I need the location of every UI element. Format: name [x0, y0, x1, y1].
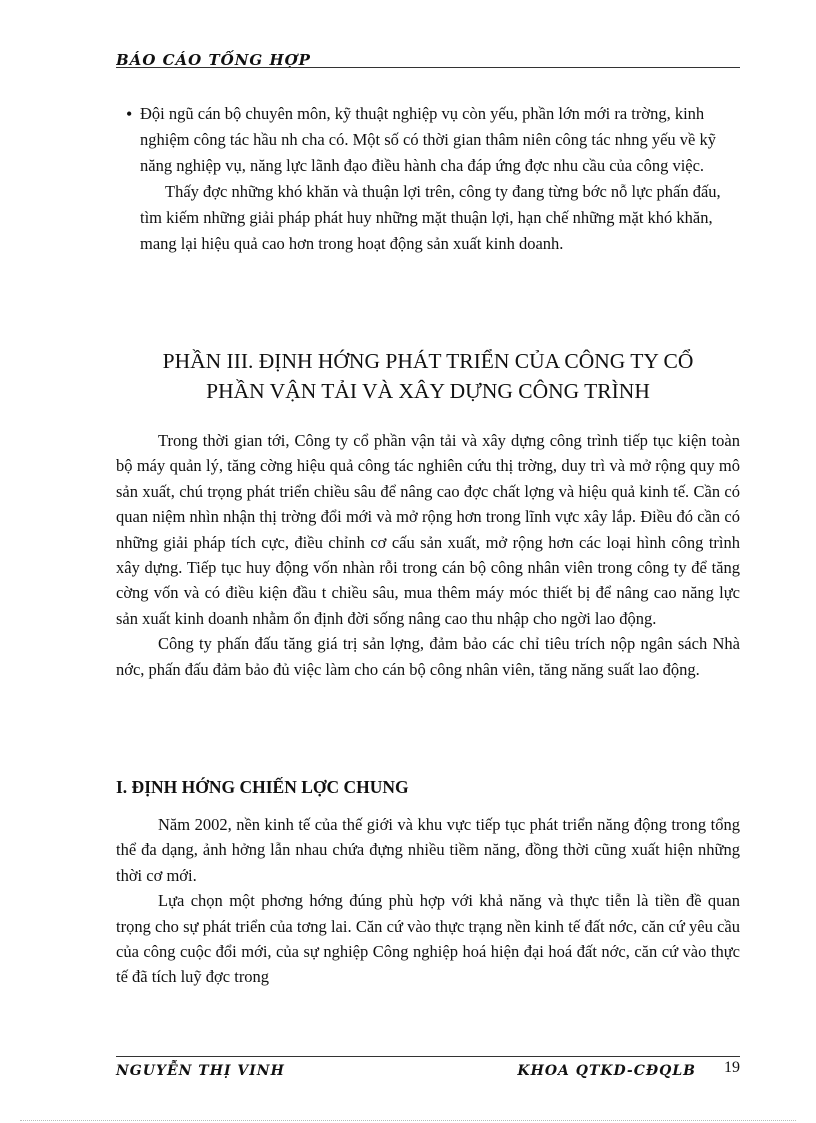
bullet-follow-paragraph: Thấy đợc những khó khăn và thuận lợi trên, công ty đang từng bớc nỗ lực phấn đấu, tìm kiếm những giải pháp phát huy những mặt thuận lợi, hạn chế những mặt khó khăn, mang lại hiệu quả cao hơn trong hoạt động sản xuất kinh doanh. [140, 182, 721, 253]
footer-author: NGUYỄN THỊ VINH [116, 1063, 285, 1079]
running-footer [116, 1056, 740, 1083]
section-paragraph-2: Công ty phấn đấu tăng giá trị sản lợng, đảm bảo các chỉ tiêu trích nộp ngân sách Nhà nớc, phấn đấu đảm bảo đủ việc làm cho cán bộ công nhân viên, tăng năng suất lao động. [116, 634, 740, 679]
bullet-item-text: Đội ngũ cán bộ chuyên môn, kỹ thuật nghiệp vụ còn yếu, phần lớn mới ra trờng, kinh nghiệm công tác hầu nh cha có. Một số có thời gian thâm niên công tác nhng yếu về kỹ năng nghiệp vụ, năng lực lãnh đạo điều hành cha đáp ứng đợc nhu cầu của công việc. [140, 104, 716, 175]
section-body [116, 428, 740, 682]
subsection-paragraph-1: Năm 2002, nền kinh tế của thế giới và khu vực tiếp tục phát triển năng động trong tổng thể đa dạng, ảnh hởng lẫn nhau chứa đựng nhiều tiềm năng, đồng thời cũng xuất hiện những thời cơ mới. [116, 815, 740, 885]
section-title [116, 346, 740, 406]
subsection-body [116, 812, 740, 990]
section-title-line2: PHẦN VẬN TẢI VÀ XÂY DỰNG CÔNG TRÌNH [206, 379, 650, 403]
page-number: 19 [724, 1059, 740, 1076]
subsection-heading: I. ĐỊNH HỚNG CHIẾN LỢC CHUNG [116, 777, 409, 797]
section-paragraph-1: Trong thời gian tới, Công ty cổ phần vận tải và xây dựng công trình tiếp tục kiện toàn bộ máy quản lý, tăng cờng hiệu quả công tác nghiên cứu thị trờng, duy trì và mở rộng quy mô sản xuất, chú trọng phát triển chiều sâu để nâng cao đợc chất lợng và hiệu quả kinh tế. Cần có quan niệm nhìn nhận thị trờng đổi mới và mở rộng hơn trong lĩnh vực xây lắp. Điều đó cần có những giải pháp tích cực, điều chỉnh cơ cấu sản xuất, mở rộng hơn các loại hình công trình xây dựng. Tiếp tục huy động vốn nhàn rỗi trong cán bộ công nhân viên trong công ty để tăng cờng vốn và có điều kiện đầu t chiều sâu, mua thêm máy móc thiết bị để nâng cao năng lực sản xuất kinh doanh nhằm ổn định đời sống nâng cao thu nhập cho ngời lao động. [116, 431, 740, 628]
bullet-section [126, 101, 740, 257]
section-title-line1: PHẦN III. ĐỊNH HỚNG PHÁT TRIỂN CỦA CÔNG TY CỔ [162, 349, 694, 373]
running-header [116, 50, 740, 68]
subsection-paragraph-2: Lựa chọn một phơng hớng đúng phù hợp với khả năng và thực tiễn là tiền đề quan trọng cho sự phát triển của tơng lai. Căn cứ vào thực trạng nền kinh tế đất nớc, căn cứ yêu cầu của công cuộc đổi mới, của sự nghiệp Công nghiệp hoá hiện đại hoá đất nớc, căn cứ vào thực tế đã tích luỹ đợc trong [116, 891, 740, 987]
bullet-dot-icon: • [126, 104, 133, 124]
header-title: BÁO CÁO TỔNG HỢP [116, 51, 311, 68]
footer-class: KHOA QTKD-CĐQLB [517, 1063, 696, 1079]
page-bottom-rule [20, 1120, 796, 1121]
